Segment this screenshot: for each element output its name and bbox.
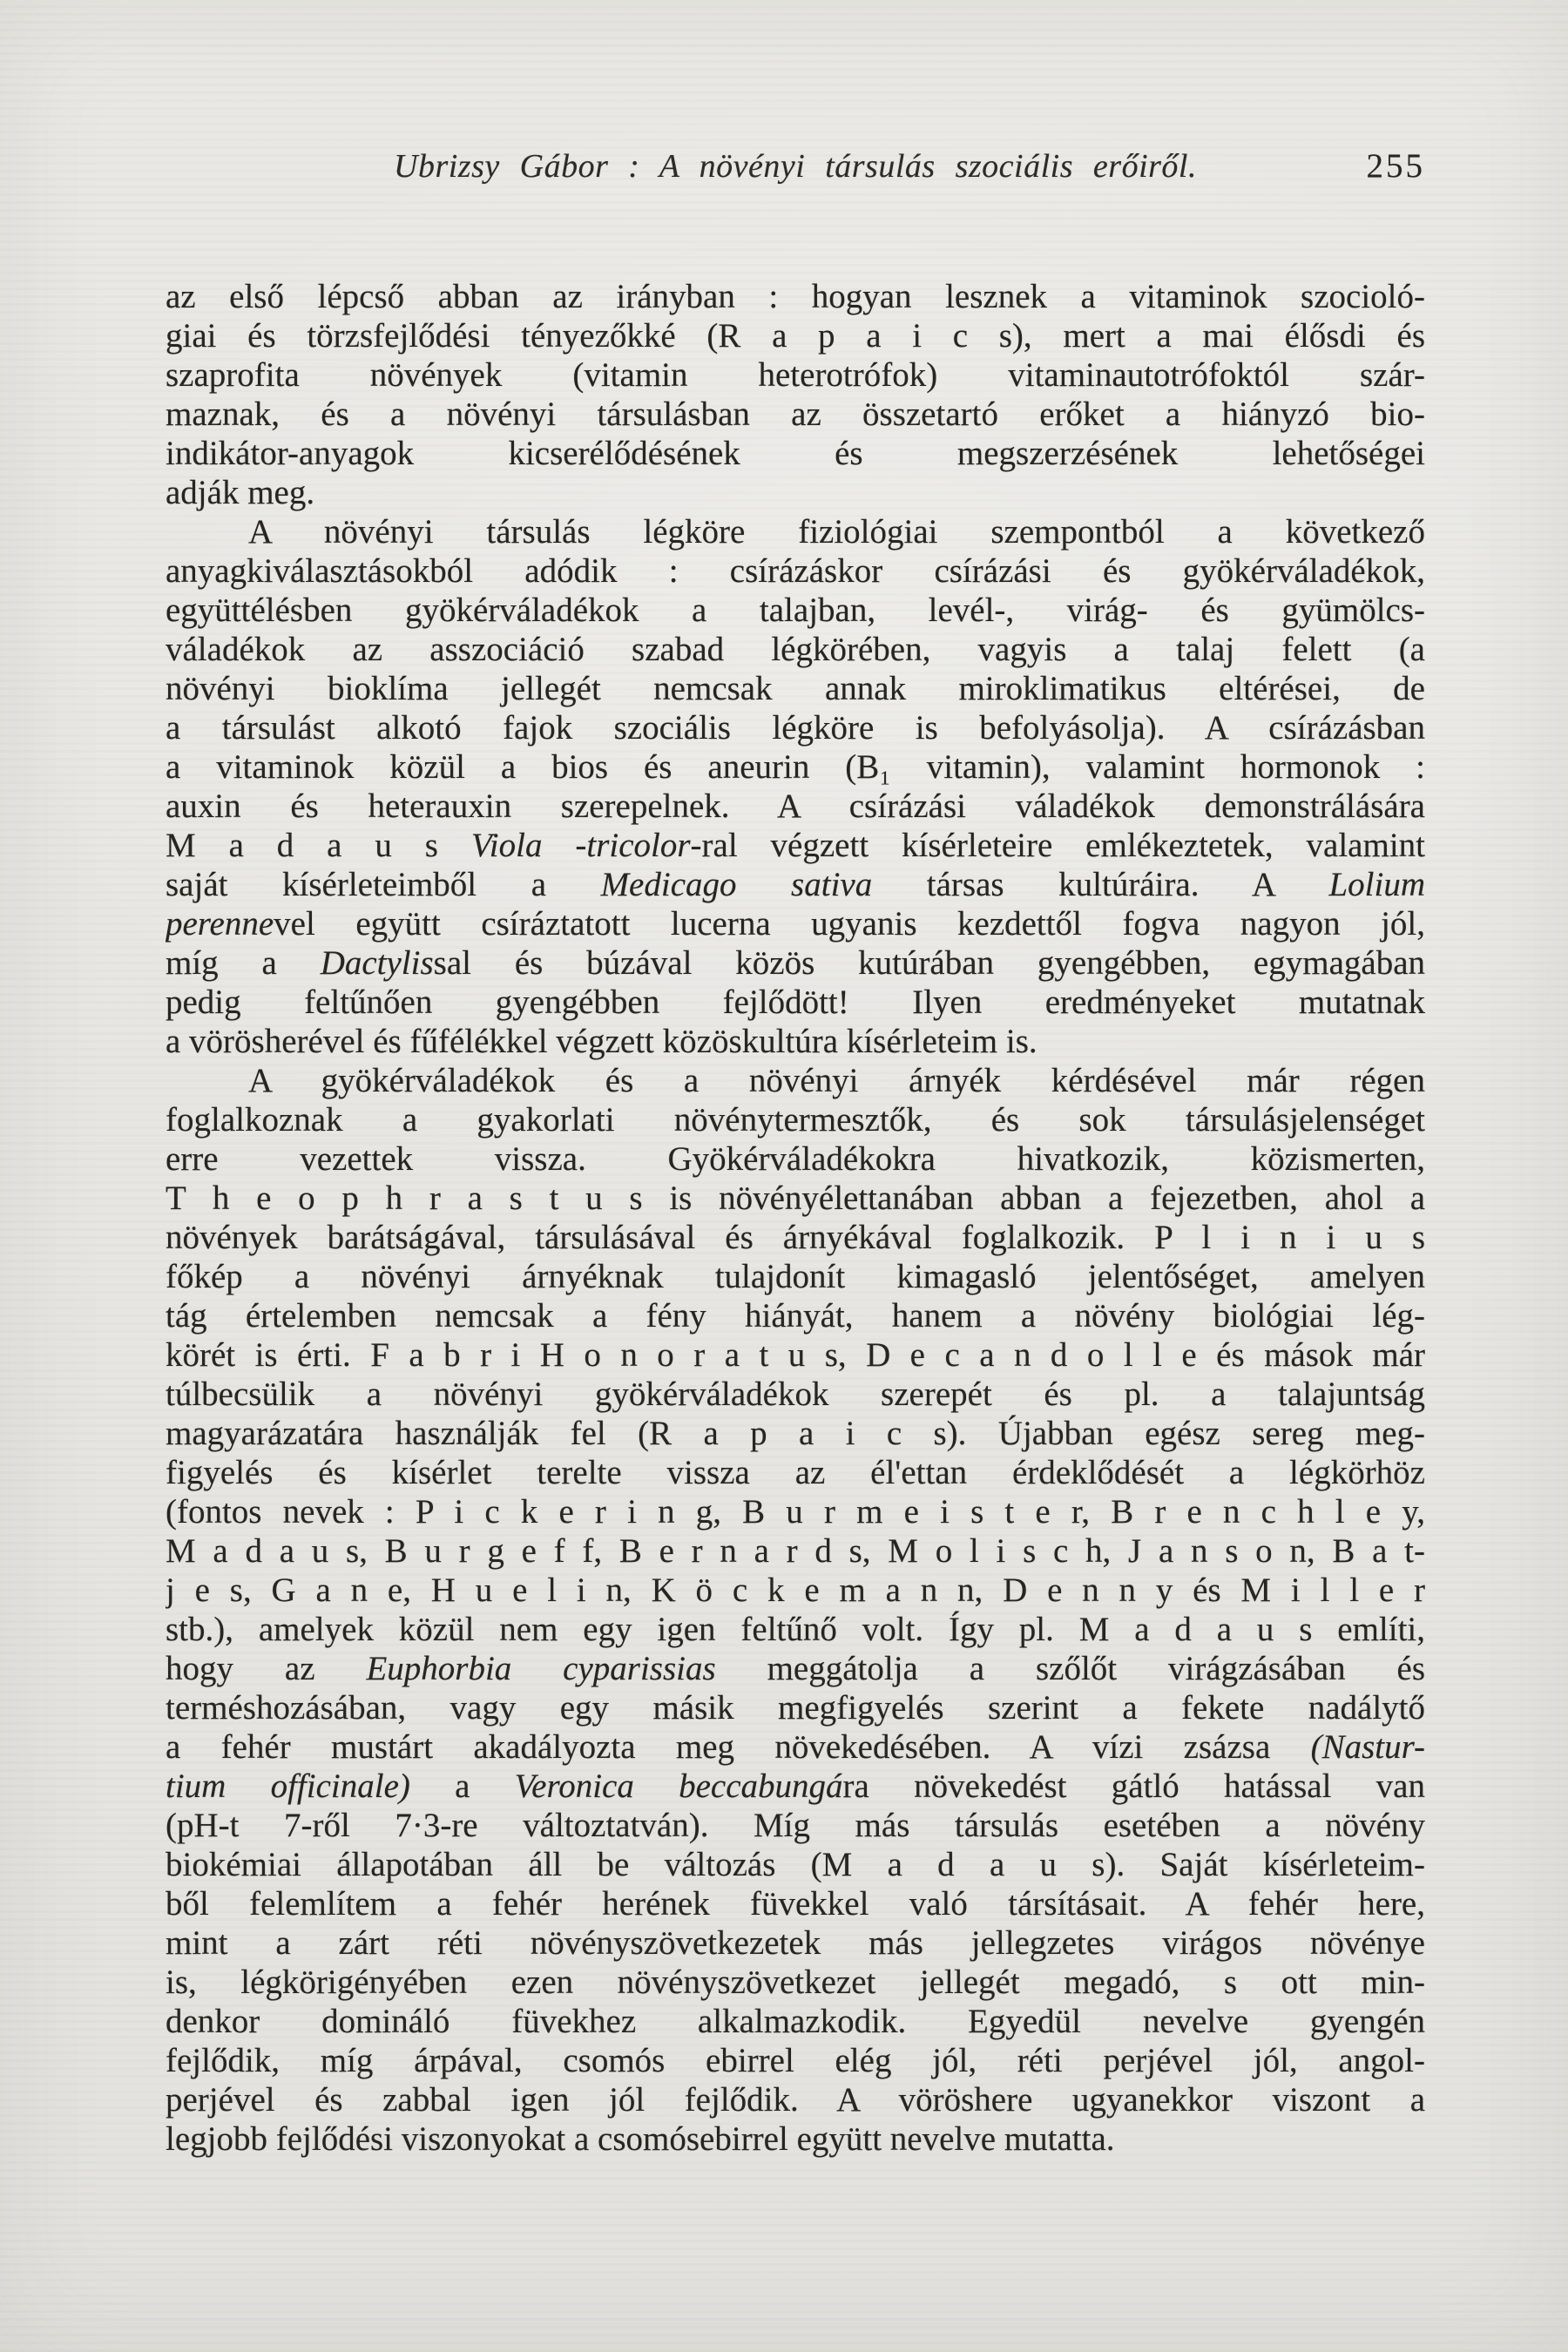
roman-text: biokémiai állapotában áll be változás (M a d a u s). Saját kísérleteim- xyxy=(166,1846,1425,1883)
text-line xyxy=(166,904,1425,943)
text-line xyxy=(166,1845,1425,1884)
text-line xyxy=(166,1492,1425,1531)
text-line xyxy=(166,2119,1425,2159)
paragraph xyxy=(166,277,1425,512)
text-line xyxy=(166,355,1425,395)
roman-text: hogy az xyxy=(166,1650,367,1687)
roman-text: az első lépcső abban az irányban : hogyan lesznek a vitaminok szocioló- xyxy=(166,278,1425,315)
italic-text: Medicago sativa xyxy=(600,866,873,903)
roman-text: stb.), amelyek közül nem egy igen feltűnő volt. Így pl. M a d a u s említi, xyxy=(166,1611,1425,1648)
text-line xyxy=(166,747,1425,787)
text-line xyxy=(166,395,1425,434)
text-line xyxy=(166,1531,1425,1571)
text-line xyxy=(166,1100,1425,1139)
text-line xyxy=(166,2080,1425,2119)
roman-text: terméshozásában, vagy egy másik megfigyelés szerint a fekete nadálytő xyxy=(166,1689,1425,1727)
roman-text: -ral végzett kísérleteire emlékeztetek, valamint xyxy=(690,827,1425,864)
paragraph xyxy=(166,512,1425,1061)
roman-text: giai és törzsfejlődési tényezőkké (R a p a i c s), mert a mai élősdi és xyxy=(166,317,1425,355)
text-line xyxy=(166,1884,1425,1923)
text-line xyxy=(166,1375,1425,1414)
roman-text: is, légkörigényében ezen növényszövetkezet jellegét megadó, s ott min- xyxy=(166,1963,1425,2001)
roman-text: szaprofita növények (vitamin heterotrófok) vitaminautotrófoktól szár- xyxy=(166,356,1425,394)
roman-text: saját kísérleteimből a xyxy=(166,866,601,903)
text-line xyxy=(166,983,1425,1022)
text-line xyxy=(166,1335,1425,1375)
italic-text: Lolium xyxy=(1328,866,1425,903)
roman-text: erre vezettek vissza. Gyökérváladékokra hivatkozik, közismerten, xyxy=(166,1140,1425,1178)
text-line xyxy=(166,434,1425,473)
roman-text: a xyxy=(409,1767,515,1805)
text-line xyxy=(166,1688,1425,1727)
text-line xyxy=(166,669,1425,708)
roman-text: a vörösherével és fűfélékkel végzett közöskultúra kísérleteim is. xyxy=(166,1023,1037,1060)
text-line xyxy=(166,1061,1425,1100)
running-title: Ubrizsy Gábor : A növényi társulás szociális erőiről. xyxy=(394,148,1197,185)
roman-text: pedig feltűnően gyengébben fejlődött! Ilyen eredményeket mutatnak xyxy=(166,983,1425,1021)
roman-text: váladékok az asszociáció szabad légkörében, vagyis a talaj felett (a xyxy=(166,631,1425,668)
text-line xyxy=(166,1218,1425,1257)
text-line xyxy=(166,1963,1425,2002)
roman-text: míg a xyxy=(166,944,321,982)
roman-text: A gyökérváladékok és a növényi árnyék kérdésével már régen xyxy=(248,1062,1425,1099)
text-line xyxy=(166,1649,1425,1688)
text-line xyxy=(166,473,1425,512)
italic-text: Viola -tricolor xyxy=(470,827,691,864)
page-header xyxy=(166,146,1425,188)
text-line xyxy=(166,865,1425,904)
roman-text: növényi bioklíma jellegét nemcsak annak miroklimatikus eltérései, de xyxy=(166,670,1425,707)
roman-text: ra növekedést gátló hatással van xyxy=(842,1767,1425,1805)
text-line xyxy=(166,1296,1425,1335)
text-line xyxy=(166,512,1425,551)
roman-text: főkép a növényi árnyéknak tulajdonít kimagasló jelentőséget, amelyen xyxy=(166,1258,1425,1295)
text-line xyxy=(166,1571,1425,1610)
roman-text: adják meg. xyxy=(166,474,315,511)
roman-text: együttélésben gyökérváladékok a talajban, levél-, virág- és gyümölcs- xyxy=(166,591,1425,629)
italic-text: Euphorbia cyparissias xyxy=(366,1650,716,1687)
text-line xyxy=(166,1414,1425,1453)
text-line xyxy=(166,1610,1425,1649)
text-line xyxy=(166,1139,1425,1179)
text-line xyxy=(166,708,1425,747)
text-line xyxy=(166,591,1425,630)
roman-text: növények barátságával, társulásával és árnyékával foglalkozik. P l i n i u s xyxy=(166,1219,1425,1256)
text-line xyxy=(166,943,1425,983)
text-line xyxy=(166,1179,1425,1218)
roman-text: mint a zárt réti növényszövetkezetek más jellegzetes virágos növénye xyxy=(166,1924,1425,1962)
text-line xyxy=(166,1923,1425,1963)
roman-text: j e s, G a n e, H u e l i n, K ö c k e m a n n, D e n n y és M i l l e r xyxy=(166,1571,1425,1609)
roman-text: a társulást alkotó fajok szociális légköre is befolyásolja). A csírázásban xyxy=(166,709,1425,747)
italic-text: tium officinale) xyxy=(166,1767,410,1805)
text-line xyxy=(166,1453,1425,1492)
roman-text: legjobb fejlődési viszonyokat a csomósebirrel együtt nevelve mutatta. xyxy=(166,2120,1115,2158)
roman-text: ből felemlítem a fehér herének füvekkel való társításait. A fehér here, xyxy=(166,1885,1425,1923)
roman-text: körét is érti. F a b r i H o n o r a t u s, D e c a n d o l l e és mások már xyxy=(166,1336,1425,1374)
text-line xyxy=(166,551,1425,591)
roman-text: anyagkiválasztásokból adódik : csírázáskor csírázási és gyökérváladékok, xyxy=(166,552,1425,590)
text-block xyxy=(166,277,1425,2159)
roman-text: A növényi társulás légköre fiziológiai szempontból a következő xyxy=(248,513,1425,551)
text-line xyxy=(166,1767,1425,1806)
roman-text: a vitaminok közül a bios és aneurin (B₁ vitamin), valamint hormonok : xyxy=(166,748,1425,786)
roman-text: indikátor-anyagok kicserélődésének és megszerzésének lehetőségei xyxy=(166,435,1425,472)
roman-text: vel együtt csíráztatott lucerna ugyanis kezdettől fogva nagyon jól, xyxy=(274,905,1425,943)
text-line xyxy=(166,630,1425,669)
roman-text: a fehér mustárt akadályozta meg növekedésében. A vízi zsázsa xyxy=(166,1728,1311,1766)
italic-text: (Nastur- xyxy=(1310,1728,1425,1766)
roman-text: társas kultúráira. A xyxy=(872,866,1329,903)
roman-text: meggátolja a szőlőt virágzásában és xyxy=(715,1650,1425,1687)
text-line xyxy=(166,1806,1425,1845)
roman-text: maznak, és a növényi társulásban az összetartó erőket a hiányzó bio- xyxy=(166,395,1425,433)
text-line xyxy=(166,826,1425,865)
roman-text: sal és búzával közös kutúrában gyengébben, egymagában xyxy=(433,944,1425,982)
text-line xyxy=(166,787,1425,826)
italic-text: Veronica beccabungá xyxy=(514,1767,843,1805)
roman-text: figyelés és kísérlet terelte vissza az él'ettan érdeklődését a légkörhöz xyxy=(166,1454,1425,1491)
roman-text: túlbecsülik a növényi gyökérváladékok szerepét és pl. a talajuntság xyxy=(166,1375,1425,1413)
paragraph xyxy=(166,1061,1425,2159)
text-line xyxy=(166,316,1425,355)
text-line xyxy=(166,277,1425,316)
text-line xyxy=(166,2041,1425,2080)
roman-text: magyarázatára használják fel (R a p a i c s). Újabban egész sereg meg- xyxy=(166,1415,1425,1452)
roman-text: denkor domináló füvekhez alkalmazkodik. Egyedül nevelve gyengén xyxy=(166,2003,1425,2040)
roman-text: T h e o p h r a s t u s is növényélettanában abban a fejezetben, ahol a xyxy=(166,1179,1425,1217)
text-line xyxy=(166,1022,1425,1061)
text-line xyxy=(166,1727,1425,1767)
italic-text: perenne xyxy=(166,905,274,943)
roman-text: (fontos nevek : P i c k e r i n g, B u r m e i s t e r, B r e n c h l e y, xyxy=(166,1493,1425,1531)
page-number: 255 xyxy=(1366,147,1425,185)
roman-text: M a d a u s xyxy=(166,827,471,864)
roman-text: perjével és zabbal igen jól fejlődik. A vöröshere ugyanekkor viszont a xyxy=(166,2081,1425,2119)
roman-text: (pH-t 7-ről 7·3-re változtatván). Míg más társulás esetében a növény xyxy=(166,1807,1425,1844)
roman-text: fejlődik, míg árpával, csomós ebirrel elég jól, réti perjével jól, angol- xyxy=(166,2042,1425,2079)
roman-text: M a d a u s, B u r g e f f, B e r n a r d s, M o l i s c h, J a n s o n, B a t- xyxy=(166,1532,1425,1570)
roman-text: auxin és heterauxin szerepelnek. A csírázási váladékok demonstrálására xyxy=(166,787,1425,825)
italic-text: Dactylis xyxy=(320,944,434,982)
text-line xyxy=(166,1257,1425,1296)
roman-text: tág értelemben nemcsak a fény hiányát, hanem a növény biológiai lég- xyxy=(166,1297,1425,1335)
text-line xyxy=(166,2002,1425,2041)
roman-text: foglalkoznak a gyakorlati növénytermesztők, és sok társulásjelenséget xyxy=(166,1101,1425,1139)
